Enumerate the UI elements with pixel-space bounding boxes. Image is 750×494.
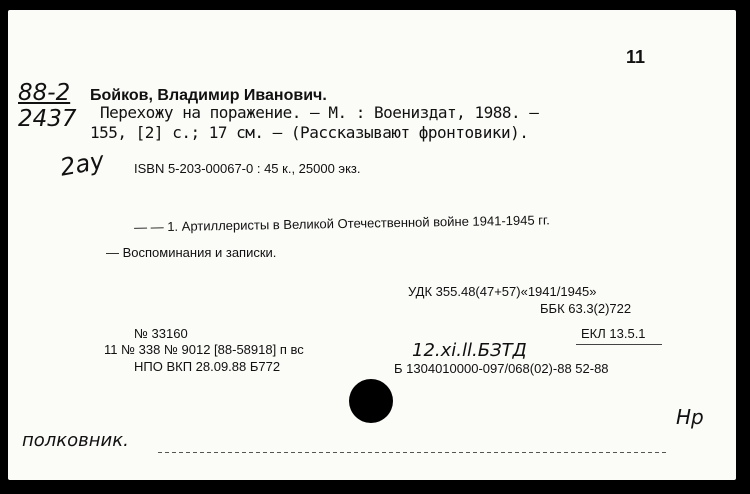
handwritten-mark: 2ay	[57, 146, 107, 182]
handwritten-code: 12.xi.ll.БЗТД	[412, 340, 527, 361]
title-line: Перехожу на поражение. — М. : Воениздат, 1988. —	[100, 103, 539, 122]
page-number: 11	[626, 47, 646, 67]
bbk-index: ББК 63.3(2)722	[540, 301, 632, 316]
subject-line-1: — — 1. Артиллеристы в Великой Отечественной войне 1941-1945 гг.	[133, 212, 550, 235]
dashed-rule	[158, 452, 668, 453]
order-line: 11 № 338 № 9012 [88-58918] п вс	[104, 342, 304, 357]
punch-hole	[349, 379, 393, 423]
subject-line-2: — Воспоминания и записки.	[106, 245, 277, 260]
author-heading: Бойков, Владимир Иванович.	[90, 87, 327, 104]
extent-line: 155, [2] с.; 17 см. — (Рассказывают фронтовики).	[90, 123, 529, 142]
ekl-underline	[576, 344, 662, 345]
b-line: Б 1304010000-097/068(02)-88 52-88	[394, 361, 609, 376]
handwritten-rank: полковник.	[22, 430, 129, 451]
handwritten-corner: Нр	[676, 405, 704, 429]
record-number: № 33160	[134, 326, 188, 341]
catalog-card	[8, 10, 736, 480]
npo-line: НПО ВКП 28.09.88 Б772	[134, 359, 281, 374]
shelfmark-bottom: 2437	[18, 106, 77, 132]
shelfmark-top: 88-2	[18, 80, 71, 106]
udk-index: УДК 355.48(47+57)«1941/1945»	[408, 284, 597, 299]
ekl-index: ЕКЛ 13.5.1	[581, 326, 646, 341]
isbn-line: ISBN 5-203-00067-0 : 45 к., 25000 экз.	[134, 161, 361, 176]
